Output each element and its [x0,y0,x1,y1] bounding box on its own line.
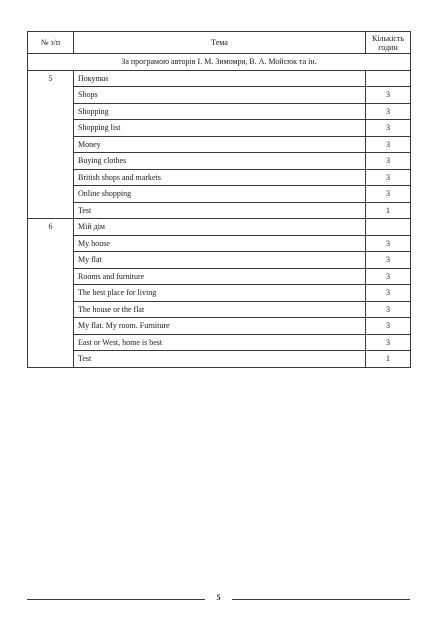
hours-cell: 3 [366,186,411,203]
table-row [28,87,411,104]
table-row [28,169,411,186]
hours-cell: 3 [366,87,411,104]
table-row [28,202,411,219]
group-hours-empty [366,70,411,87]
hours-cell: 3 [366,153,411,170]
topic-cell: Rooms and furniture [74,268,366,285]
hours-cell: 3 [366,120,411,137]
hours-cell: 3 [366,268,411,285]
topic-cell: Buying clothes [74,153,366,170]
header-topic: Тема [74,32,366,54]
table-row [28,103,411,120]
group-number: 6 [28,219,74,368]
table-row [28,301,411,318]
group-title: Покупки [74,70,366,87]
topic-cell: Online shopping [74,186,366,203]
topic-cell: Shops [74,87,366,104]
group-row [28,219,411,236]
group-row [28,70,411,87]
topic-cell: East or West, home is best [74,334,366,351]
table-row [28,285,411,302]
topic-cell: My flat [74,252,366,269]
topic-cell: Test [74,202,366,219]
table-row [28,186,411,203]
table-header-row [28,32,411,54]
page-footer [27,594,410,604]
topic-cell: The house or the flat [74,301,366,318]
table-row [28,252,411,269]
page-number: 5 [216,593,221,602]
hours-cell: 1 [366,202,411,219]
topic-cell: Test [74,351,366,368]
header-number: № з/п [28,32,74,54]
footer-rule-right [232,599,410,600]
topic-cell: My house [74,235,366,252]
hours-cell: 3 [366,285,411,302]
table-row [28,120,411,137]
table-row [28,268,411,285]
topic-cell: Shopping list [74,120,366,137]
topic-cell: British shops and markets [74,169,366,186]
hours-cell: 1 [366,351,411,368]
topic-cell: My flat. My room. Furniture [74,318,366,335]
table-row [28,153,411,170]
group-hours-empty [366,219,411,236]
group-number: 5 [28,70,74,219]
program-row [28,54,411,71]
hours-cell: 3 [366,318,411,335]
table-row [28,334,411,351]
hours-cell: 3 [366,235,411,252]
curriculum-table [27,31,411,368]
table-row [28,235,411,252]
table-row [28,351,411,368]
hours-cell: 3 [366,301,411,318]
table-row [28,136,411,153]
topic-cell: Money [74,136,366,153]
header-hours: Кількість годин [366,32,411,54]
topic-cell: Shopping [74,103,366,120]
table-row [28,318,411,335]
group-title: Мій дім [74,219,366,236]
hours-cell: 3 [366,136,411,153]
topic-cell: The best place for living [74,285,366,302]
hours-cell: 3 [366,252,411,269]
hours-cell: 3 [366,103,411,120]
program-author-cell: За програмою авторів І. М. Зимомря, В. А. Мойсюк та ін. [28,54,411,71]
hours-cell: 3 [366,334,411,351]
hours-cell: 3 [366,169,411,186]
